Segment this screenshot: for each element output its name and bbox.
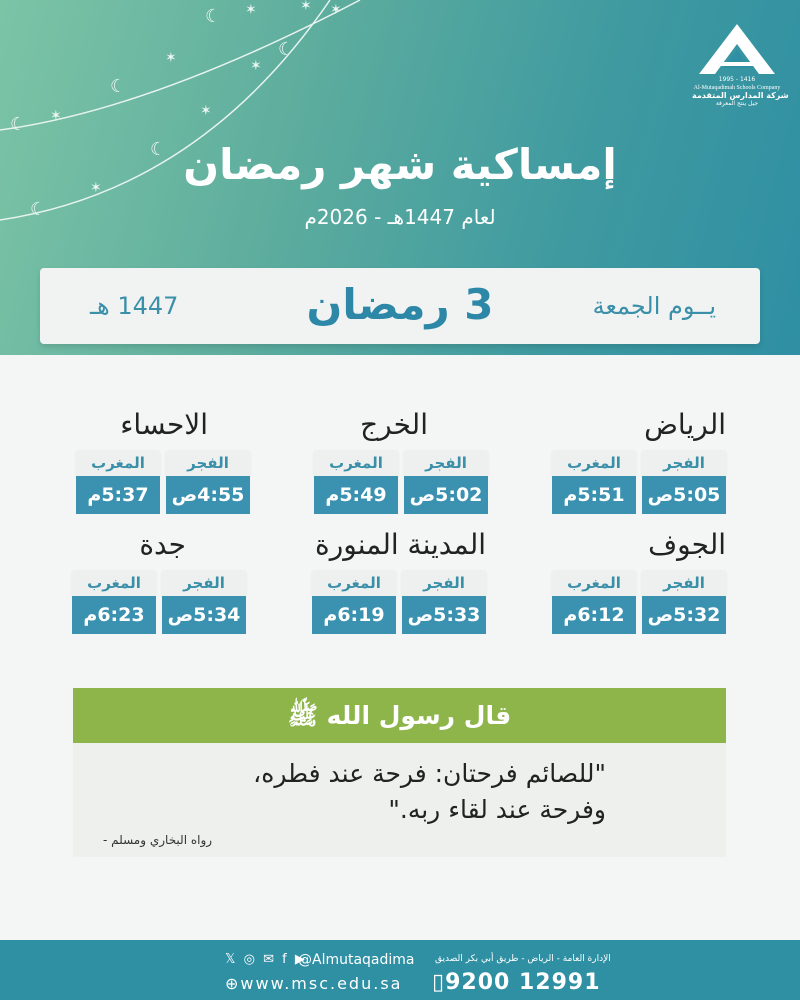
- fajr-slot: [642, 570, 726, 636]
- hadith-source: رواه البخاري ومسلم -: [103, 833, 213, 847]
- svg-text:✶: ✶: [330, 2, 342, 18]
- ramadan-day: 3 رمضان: [306, 280, 494, 329]
- maghrib-label: المغرب: [552, 450, 636, 476]
- maghrib-time: 5:51م: [552, 476, 636, 514]
- svg-text:✶: ✶: [200, 103, 212, 119]
- city-card-riyadh: [546, 408, 726, 528]
- social-handle[interactable]: @Almutaqadima: [298, 952, 415, 968]
- svg-text:✶: ✶: [250, 58, 262, 74]
- maghrib-slot: [552, 570, 636, 636]
- svg-text:✶: ✶: [300, 0, 312, 14]
- maghrib-label: المغرب: [314, 450, 398, 476]
- fajr-label: الفجر: [404, 450, 488, 476]
- fajr-time: 5:34ص: [162, 596, 246, 634]
- city-card-kharj: [308, 408, 488, 528]
- maghrib-time: 6:23م: [72, 596, 156, 634]
- maghrib-label: المغرب: [72, 570, 156, 596]
- maghrib-slot: [314, 450, 398, 516]
- logo-years: 1995 - 1416: [718, 76, 756, 83]
- fajr-label: الفجر: [162, 570, 246, 596]
- fajr-time: 4:55ص: [166, 476, 250, 514]
- svg-text:☾: ☾: [10, 114, 27, 135]
- logo-name-en: Al-Mutaqadimah Schools Company: [693, 85, 781, 91]
- social-icons[interactable]: 𝕏 ◎ ✉ f ▶: [225, 952, 307, 967]
- svg-text:✶: ✶: [50, 108, 62, 124]
- maghrib-time: 5:37م: [76, 476, 160, 514]
- maghrib-label: المغرب: [312, 570, 396, 596]
- svg-text:☾: ☾: [110, 76, 127, 97]
- website-link[interactable]: ⊕www.msc.edu.sa: [225, 974, 403, 993]
- hadith-card: [73, 743, 726, 857]
- city-name: الرياض: [644, 408, 726, 441]
- date-bar: [40, 268, 760, 344]
- company-logo: [692, 22, 789, 108]
- logo-tagline: جيل ينتج المعرفة: [715, 100, 759, 107]
- logo-name-ar: شركة المدارس المتقدمة: [692, 91, 789, 100]
- city-card-ahsa: [70, 408, 250, 528]
- svg-text:☾: ☾: [278, 39, 295, 60]
- maghrib-slot: [312, 570, 396, 636]
- svg-text:☾: ☾: [205, 6, 222, 27]
- city-name: الجوف: [648, 528, 726, 561]
- fajr-label: الفجر: [642, 570, 726, 596]
- maghrib-label: المغرب: [76, 450, 160, 476]
- svg-text:✶: ✶: [165, 50, 177, 66]
- maghrib-time: 6:12م: [552, 596, 636, 634]
- logo-emblem-icon: [697, 22, 777, 76]
- fajr-slot: [162, 570, 246, 636]
- city-card-jeddah: [66, 528, 246, 648]
- svg-text:☾: ☾: [30, 199, 47, 220]
- hadith-header: قال رسول الله ﷺ: [73, 688, 726, 743]
- page-subtitle: لعام 1447هـ - 2026م: [304, 205, 496, 229]
- fajr-slot: [404, 450, 488, 516]
- city-name: جدة: [139, 528, 186, 561]
- fajr-label: الفجر: [642, 450, 726, 476]
- svg-text:✶: ✶: [90, 180, 102, 196]
- fajr-slot: [402, 570, 486, 636]
- hadith-line-1: "للصائم فرحتان: فرحة عند فطره،: [253, 759, 606, 788]
- phone-number[interactable]: ▯9200 12991: [432, 970, 601, 995]
- city-card-jouf: [546, 528, 726, 648]
- maghrib-slot: [72, 570, 156, 636]
- city-name: المدينة المنورة: [315, 528, 486, 561]
- page-title: إمساكية شهر رمضان: [183, 140, 617, 189]
- address-text: الإدارة العامة - الرياض - طريق أبي بكر الصديق: [435, 954, 611, 964]
- maghrib-time: 6:19م: [312, 596, 396, 634]
- day-label: يــوم الجمعة: [592, 292, 716, 320]
- fajr-slot: [166, 450, 250, 516]
- fajr-time: 5:33ص: [402, 596, 486, 634]
- fajr-label: الفجر: [402, 570, 486, 596]
- fajr-slot: [642, 450, 726, 516]
- fajr-time: 5:32ص: [642, 596, 726, 634]
- fajr-time: 5:05ص: [642, 476, 726, 514]
- fajr-time: 5:02ص: [404, 476, 488, 514]
- hijri-year: 1447 هـ: [90, 292, 179, 320]
- city-card-madinah: [306, 528, 486, 648]
- maghrib-slot: [552, 450, 636, 516]
- maghrib-label: المغرب: [552, 570, 636, 596]
- city-name: الاحساء: [120, 408, 208, 441]
- maghrib-slot: [76, 450, 160, 516]
- fajr-label: الفجر: [166, 450, 250, 476]
- header-banner: [0, 0, 800, 355]
- footer-bar: [0, 940, 800, 1000]
- city-name: الخرج: [360, 408, 428, 441]
- svg-text:✶: ✶: [245, 2, 257, 18]
- maghrib-time: 5:49م: [314, 476, 398, 514]
- hadith-line-2: وفرحة عند لقاء ربه.": [388, 795, 606, 824]
- svg-text:☾: ☾: [150, 139, 167, 160]
